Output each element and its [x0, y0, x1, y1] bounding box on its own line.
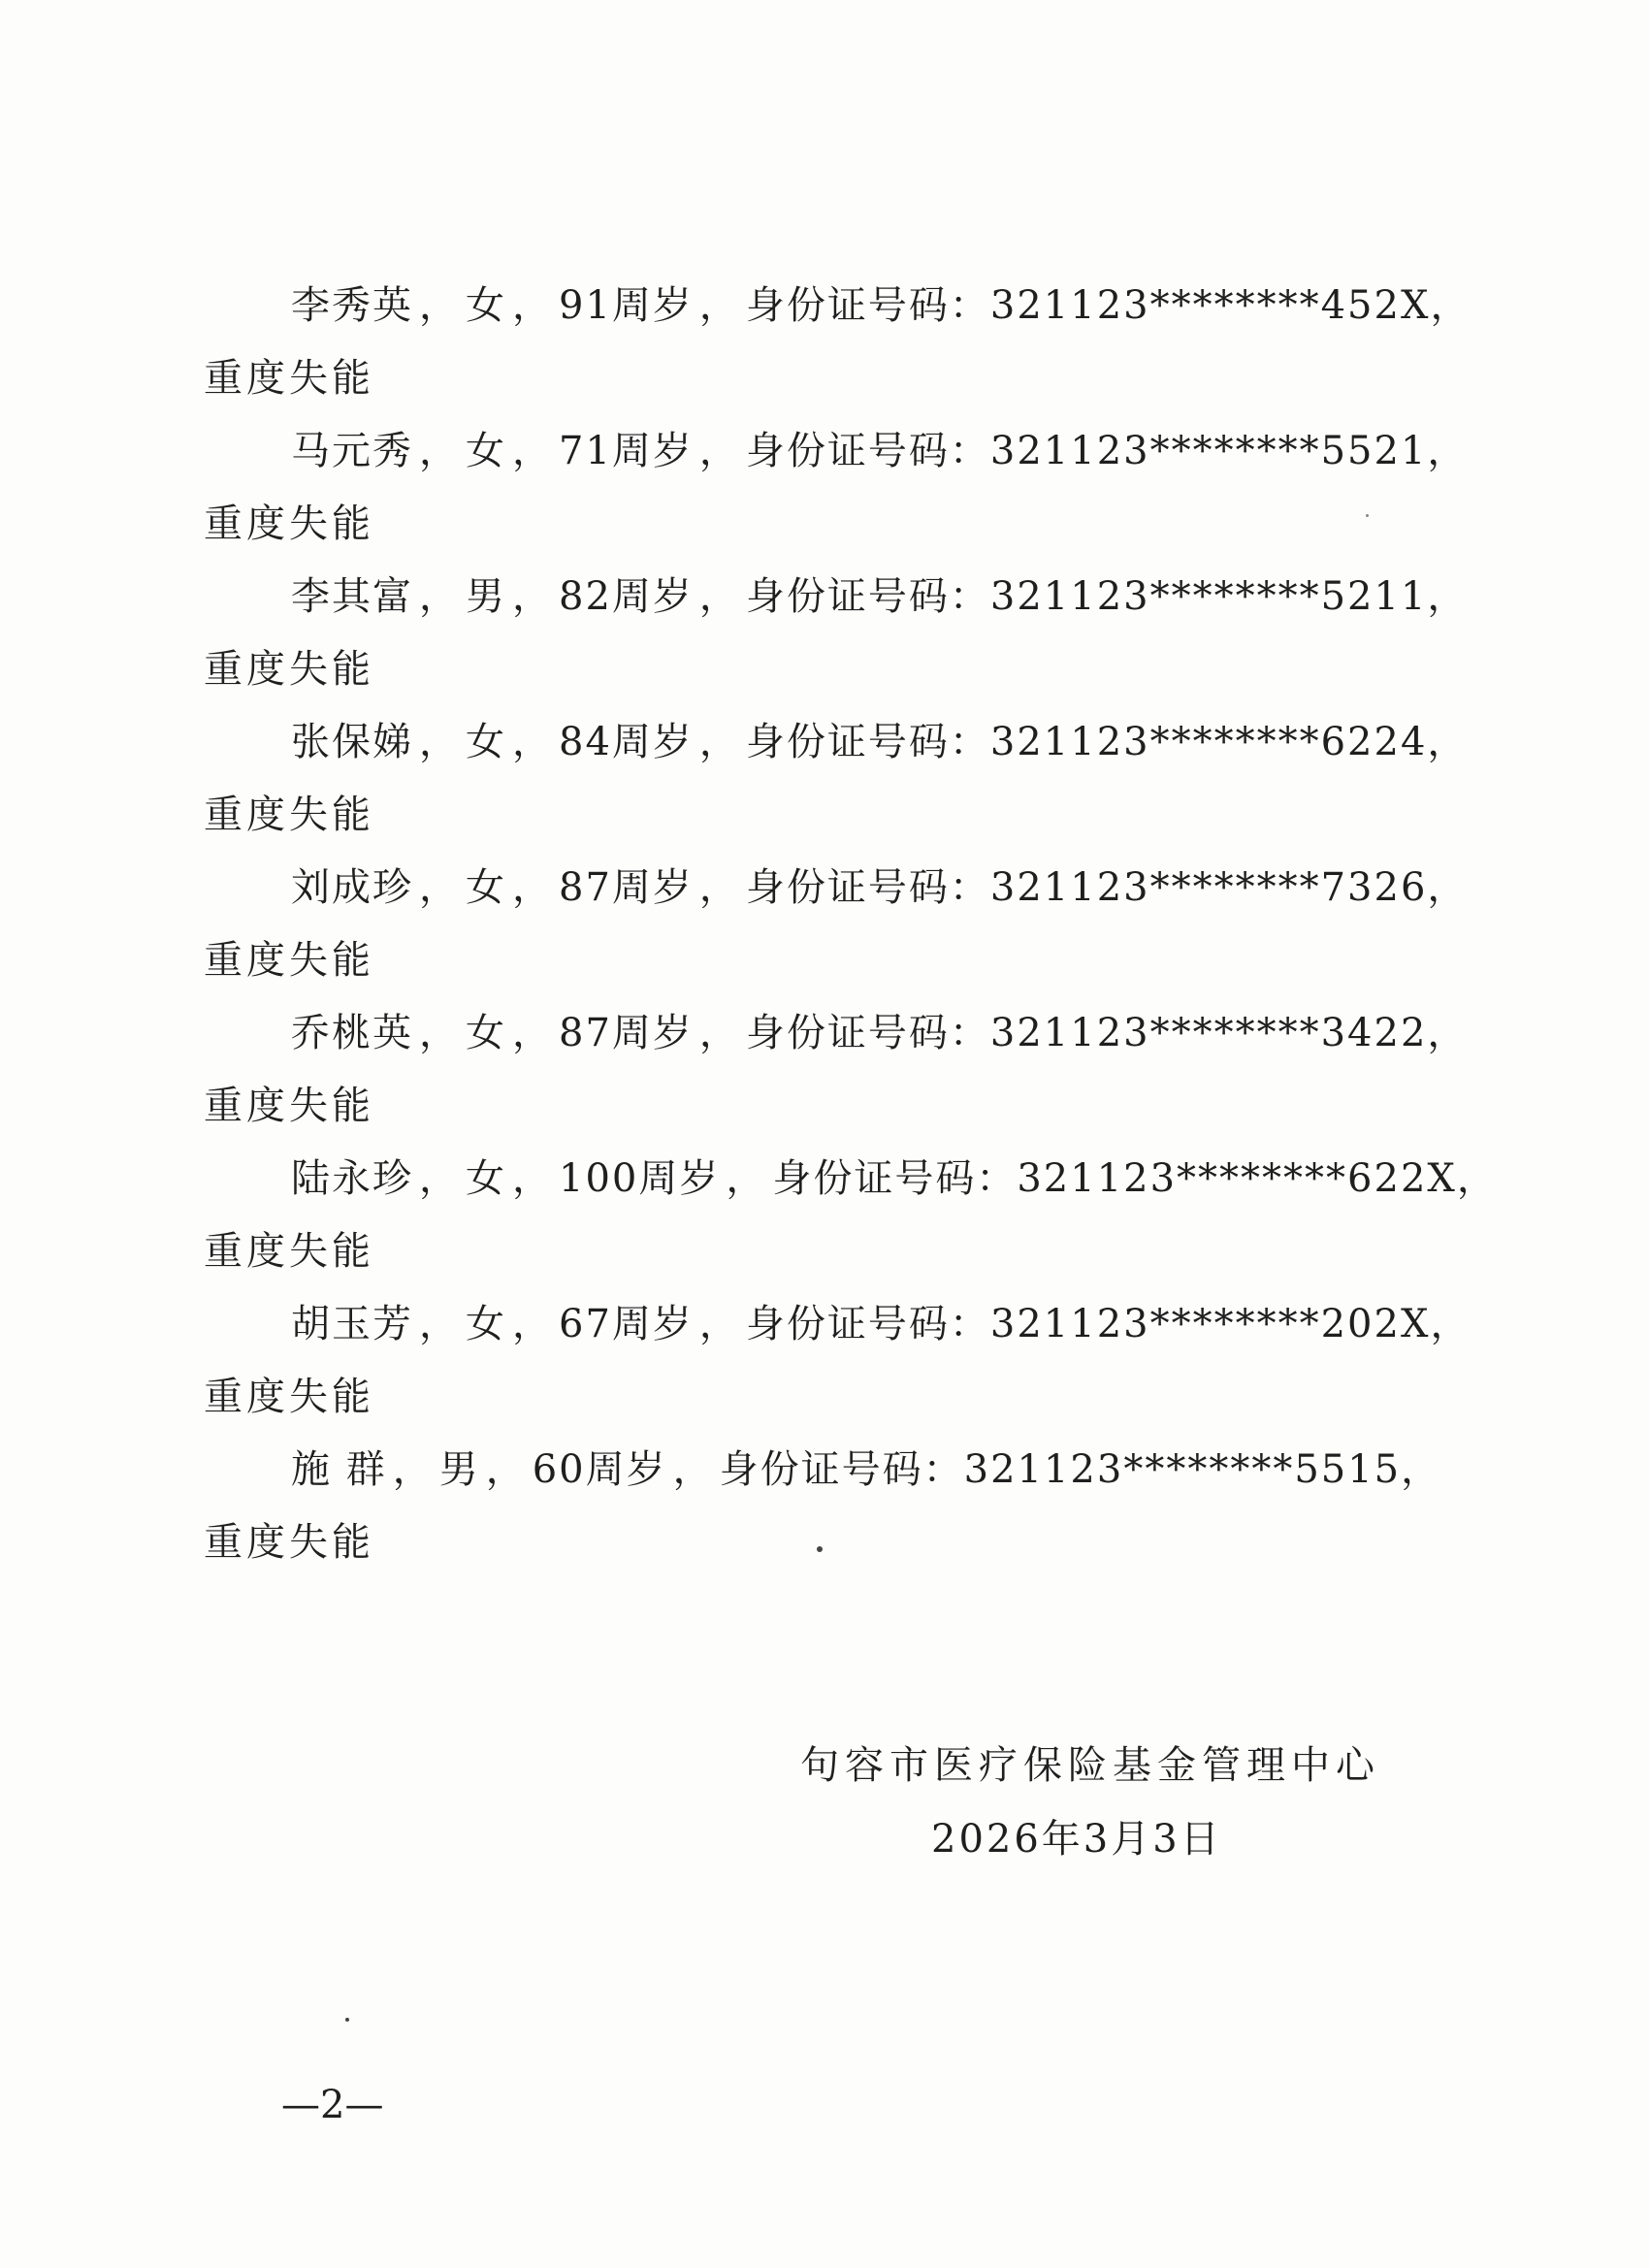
issuing-organization: 句容市医疗保险基金管理中心	[800, 1743, 1380, 1788]
record-line: 李其富 ， 男 ， 82周岁 ， 身份证号码：321123********5211，	[291, 574, 1469, 619]
id-label: 身份证号码：	[772, 1156, 1018, 1201]
id-label: 身份证号码：	[719, 1447, 964, 1492]
disability-status: 重度失能	[204, 1229, 374, 1274]
id-number: 321123********452X	[989, 283, 1431, 328]
record-line: 陆永珍 ， 女 ， 100周岁 ， 身份证号码：321123********622X，	[291, 1156, 1498, 1201]
disability-status: 重度失能	[204, 938, 374, 983]
person-name: 刘成珍	[291, 865, 413, 910]
person-gender: 女	[466, 1156, 506, 1201]
person-gender: 男	[438, 1447, 480, 1492]
id-number: 321123********3422	[989, 1011, 1428, 1055]
id-number: 321123********7326	[989, 865, 1428, 910]
person-name: 乔桃英	[291, 1011, 413, 1055]
person-name: 李秀英	[291, 283, 413, 328]
disability-status: 重度失能	[204, 1520, 374, 1565]
person-gender: 女	[466, 283, 506, 328]
record-line: 施 群 ， 男 ， 60周岁 ， 身份证号码：321123********5515，	[291, 1447, 1442, 1492]
id-label: 身份证号码：	[745, 1011, 990, 1055]
disability-status: 重度失能	[204, 1084, 374, 1128]
id-label: 身份证号码：	[745, 283, 990, 328]
id-number: 321123********5521	[989, 429, 1428, 473]
id-label: 身份证号码：	[745, 429, 990, 473]
list-item	[204, 859, 1469, 1004]
disability-status: 重度失能	[204, 793, 374, 837]
record-line: 乔桃英 ， 女 ， 87周岁 ， 身份证号码：321123********3422，	[291, 1011, 1469, 1055]
list-item	[204, 1441, 1442, 1586]
list-item	[204, 422, 1469, 567]
scan-speck	[1366, 514, 1369, 517]
record-line: 胡玉芳 ， 女 ， 67周岁 ， 身份证号码：321123********202X，	[291, 1302, 1471, 1346]
person-age: 87周岁	[559, 1011, 694, 1055]
issue-date: 2026年3月3日	[931, 1817, 1222, 1862]
record-line: 马元秀 ， 女 ， 71周岁 ， 身份证号码：321123********5521，	[291, 429, 1469, 473]
scan-speck	[345, 2018, 349, 2022]
id-label: 身份证号码：	[745, 574, 990, 619]
person-gender: 女	[466, 720, 506, 764]
person-name: 李其富	[291, 574, 413, 619]
person-name: 胡玉芳	[291, 1302, 413, 1346]
person-age: 84周岁	[559, 720, 694, 764]
list-item	[204, 713, 1469, 859]
list-item	[204, 1004, 1469, 1150]
person-gender: 男	[466, 574, 506, 619]
person-age: 100周岁	[559, 1156, 721, 1201]
id-number: 321123********5211	[989, 574, 1428, 619]
record-line: 李秀英 ， 女 ， 91周岁 ， 身份证号码：321123********452X，	[291, 283, 1471, 328]
id-number: 321123********5515	[963, 1447, 1402, 1492]
list-item	[204, 567, 1469, 713]
record-line: 刘成珍 ， 女 ， 87周岁 ， 身份证号码：321123********7326，	[291, 865, 1469, 910]
id-number: 321123********622X	[1017, 1156, 1457, 1201]
person-name: 施 群	[291, 1447, 387, 1492]
record-line: 张保娣 ， 女 ， 84周岁 ， 身份证号码：321123********6224，	[291, 720, 1469, 764]
list-item	[204, 1150, 1498, 1295]
person-age: 60周岁	[532, 1447, 667, 1492]
scan-speck	[817, 1546, 823, 1552]
person-age: 91周岁	[559, 283, 694, 328]
person-gender: 女	[466, 1302, 506, 1346]
list-item	[204, 1295, 1471, 1441]
person-age: 67周岁	[559, 1302, 694, 1346]
person-name: 马元秀	[291, 429, 413, 473]
id-number: 321123********202X	[989, 1302, 1431, 1346]
person-age: 82周岁	[559, 574, 694, 619]
person-name: 张保娣	[291, 720, 413, 764]
disability-status: 重度失能	[204, 647, 374, 692]
person-gender: 女	[466, 865, 506, 910]
record-list	[204, 276, 1498, 1586]
id-number: 321123********6224	[989, 720, 1428, 764]
person-age: 71周岁	[559, 429, 694, 473]
list-item	[204, 276, 1471, 422]
disability-status: 重度失能	[204, 356, 374, 401]
page-number: —2—	[281, 2083, 384, 2127]
id-label: 身份证号码：	[745, 1302, 990, 1346]
person-age: 87周岁	[559, 865, 694, 910]
person-gender: 女	[466, 429, 506, 473]
id-label: 身份证号码：	[745, 720, 990, 764]
id-label: 身份证号码：	[745, 865, 990, 910]
person-name: 陆永珍	[291, 1156, 413, 1201]
disability-status: 重度失能	[204, 502, 374, 546]
person-gender: 女	[466, 1011, 506, 1055]
disability-status: 重度失能	[204, 1375, 374, 1419]
